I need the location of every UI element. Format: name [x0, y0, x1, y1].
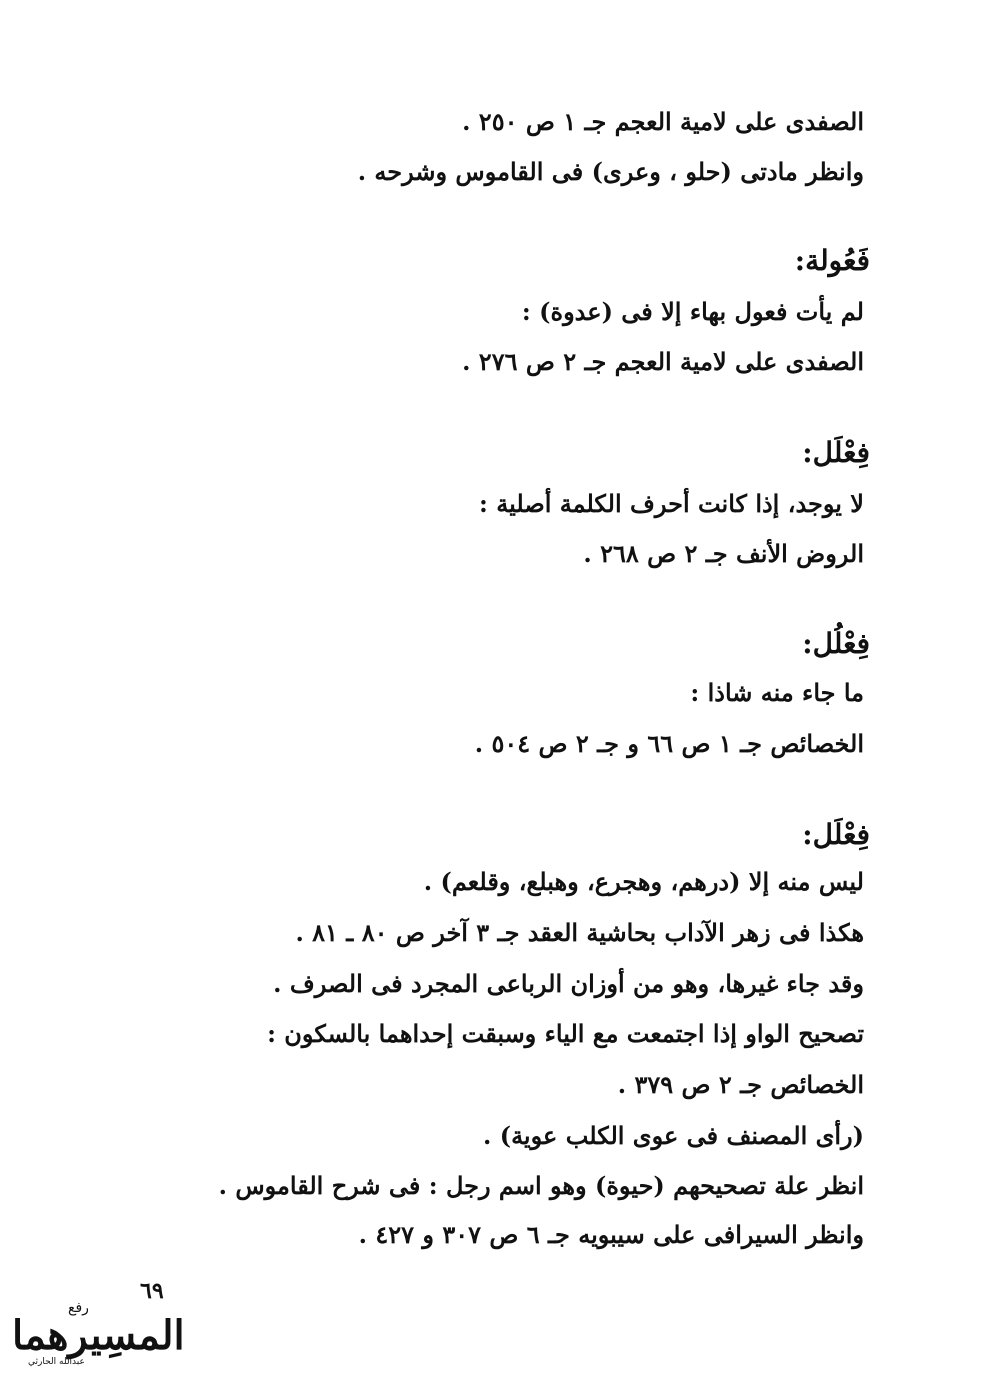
section-heading: فِعْلَل:	[802, 436, 870, 469]
text-line: الخصائص جـ ٢ ص ٣٧٩ .	[617, 1070, 864, 1099]
text-line: ليس منه إلا (درهم، وهجرع، وهبلع، وقلعم) .	[423, 867, 864, 896]
text-line: تصحيح الواو إذا اجتمعت مع الياء وسبقت إحداهما بالسكون :	[267, 1019, 864, 1048]
text-line: الخصائص جـ ١ ص ٦٦ و جـ ٢ ص ٥٠٤ .	[474, 729, 864, 758]
publisher-logo	[8, 1300, 185, 1372]
text-line: وقد جاء غيرها، وهو من أوزان الرباعى المجرد فى الصرف .	[273, 969, 864, 998]
text-line: وانظر مادتى (حلو ، وعرى) فى القاموس وشرحه .	[357, 157, 864, 186]
text-line: لم يأت فعول بهاء إلا فى (عدوة) :	[521, 297, 864, 326]
logo-top-text: رفع	[68, 1300, 89, 1316]
logo-main-text: المسِيرهما	[12, 1312, 185, 1359]
section-heading: فِعْلُل:	[802, 627, 870, 660]
text-line: الصفدى على لامية العجم جـ ٢ ص ٢٧٦ .	[462, 347, 864, 376]
text-line: انظر علة تصحيحهم (حيوة) وهو اسم رجل : فى شرح القاموس .	[218, 1171, 864, 1200]
logo-sub-text: عبدالله الحارثي	[28, 1357, 85, 1367]
text-line: وانظر السيرافى على سيبويه جـ ٦ ص ٣٠٧ و ٤٢٧ .	[358, 1220, 864, 1249]
section-heading: فَعُولة:	[794, 244, 870, 277]
text-line: (رأى المصنف فى عوى الكلب عوية) .	[483, 1121, 864, 1150]
text-line: ما جاء منه شاذا :	[690, 678, 864, 707]
text-line: الروض الأنف جـ ٢ ص ٢٦٨ .	[583, 539, 864, 568]
text-line: لا يوجد، إذا كانت أحرف الكلمة أصلية :	[479, 489, 864, 518]
section-heading: فِعْلَل:	[802, 818, 870, 851]
text-line: هكذا فى زهر الآداب بحاشية العقد جـ ٣ آخر ص ٨٠ ـ ٨١ .	[295, 918, 864, 947]
page-number: ٦٩	[140, 1278, 164, 1304]
text-line: الصفدى على لامية العجم جـ ١ ص ٢٥٠ .	[462, 107, 864, 136]
